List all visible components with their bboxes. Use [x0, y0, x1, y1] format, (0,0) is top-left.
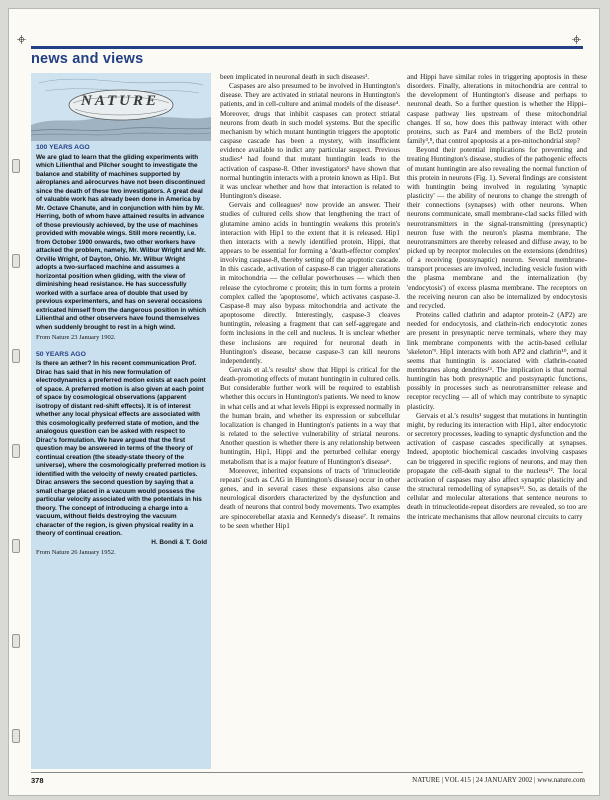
binder-hole — [12, 539, 20, 553]
paragraph: Beyond their potential implications for preventing and treating Huntington's disease, studies of the pathogenic effects of mutant huntingtin are also revealing the normal function of this protein in neurons (Fig. 1). Several findings are consistent with huntingtin being involved in regulating 'synaptic plasticity' — the ability of neurons to change the strength of their connections (synapses) with other neurons. When neurons communicate, small membrane-clad sacks filled with neurotransmitters in the signal-transmitting (presynaptic) neuron fuse with the neuron's plasma membrane. The neurotransmitters are thereby released and diffuse away, to be picked up by receptor molecules on the extensions (dendrites) of a receiving (postsynaptic) neuron. Several membrane-transport processes are involved, including vesicle fusion with the plasma membrane and the internalization (by 'endocytosis') of excess plasma membrane. The receptors on the receiving neuron can also be internalized by endocytosis and recycled. — [407, 146, 587, 310]
paragraph: Proteins called clathrin and adaptor protein-2 (AP2) are needed for endocytosis, and clathrin-rich endocytotic zones are present in presynaptic nerve terminals, where they may link membrane components with the actin-based cellular 'skeleton'⁹. Hip1 interacts with both AP2 and clathrin¹⁰, and it seems that huntingtin is associated with clathrin-coated membranes along dendrites¹¹. The implication is that normal huntingtin has both presynaptic and postsynaptic functions, possibly in processes such as neurotransmitter release and receptor recycling — all of which may contribute to synaptic plasticity. — [407, 311, 587, 411]
sidebar-citation-100-years: From Nature 23 January 1902. — [36, 334, 116, 341]
crop-mark-icon — [572, 35, 581, 44]
page-number: 378 — [31, 776, 44, 785]
sidebar-heading-100-years: 100 YEARS AGO — [36, 144, 90, 151]
article-column-2 — [220, 73, 400, 769]
binder-hole — [12, 159, 20, 173]
section-rule — [31, 46, 583, 49]
nature-masthead-engraving — [31, 73, 211, 141]
sidebar-signatories: H. Bondi & T. Gold — [151, 538, 207, 546]
paragraph: Caspases are also presumed to be involved in Huntington's disease. They are activated in striatal neurons in Huntington's patients, and in cell-culture and animal models of the disease⁴. Moreover, drugs that inhibit caspases can protect striatal neurons from death in such model systems. But the specific mechanism by which mutant huntingtin triggers the apoptotic caspase cascade has been a mystery, with insufficient evidence available to indict any particular suspect. Previous studies⁴ had found that mutant huntingtin leads to the activation of caspase-8. Other investigators⁵ have shown that normal huntingtin interacts with a protein known as Hip1. But it was unclear whether and how that interaction is related to Huntington's disease. — [220, 82, 400, 201]
paragraph: been implicated in neuronal death in such diseases³. — [220, 73, 370, 81]
binder-hole — [12, 254, 20, 268]
crop-mark-icon — [17, 35, 26, 44]
paragraph: Moreover, inherited expansions of tracts of 'trinucleotide repeats' (such as CAG in Huntington's disease) occur in other genes, and in several cases these expansions also cause neurological disorders characterized by the dysfunction and death of neurons that control body movements. Two examples are spinocerebellar ataxia and Kennedy's disease⁷. It remains to be seen whether Hip1 — [220, 466, 400, 530]
paragraph: Gervais et al.'s results¹ suggest that mutations in huntingtin might, by reducing its interaction with Hip1, alter endocytotic or secretory processes, leading to synaptic dysfunction and the activation of caspase cascades specifically at synapses. Indeed, apoptotic biochemical cascades involving caspases can be triggered in specific regions of neurons, and may then propagate the cell-death signal to the nucleus¹². The local activation of caspases may also affect synaptic plasticity and the structural remodelling of synapses¹³. So, as details of the cellular and molecular alterations that sentence neurons to death in trinucleotide-repeat disorders are revealed, so too are the intricate mechanisms that allow neuronal circuits to carry — [407, 411, 587, 521]
paragraph: Gervais and colleagues¹ now provide an answer. Their studies of cultured cells show that lengthening the tract of glutamine amino acids in huntingtin weakens this protein's interaction with Hip1 to the extent that it is released. Hip1 then interacts with a newly identified protein, Hippi, that appears to be essential for forming a 'death-effector complex' involving caspase-8, thereby setting off the apoptotic cascade. In this cascade, activation of caspase-8 can trigger alterations in mitochondria — the cellular powerhouses — which then release the cytochrome c protein; this in turn forms a protein complex called the 'apoptosome', which activates caspase-3. Caspase-8 may also bypass mitochondria and activate the apoptosome directly. Interestingly, caspase-3 cleaves huntingtin, releasing a fragment that can self-aggregate and form inclusions in the cell and nucleus. It is unclear whether these inclusions are required for neuronal death in Huntington's disease, because caspase-3 can kill neurons independently. — [220, 201, 400, 365]
footer-rule — [31, 772, 583, 773]
sidebar-heading-50-years: 50 YEARS AGO — [36, 350, 86, 358]
section-title: news and views — [31, 51, 144, 67]
paragraph: and Hippi have similar roles in triggering apoptosis in these disorders. Finally, alterations in mitochondria are central to the development of Huntington's disease and perhaps to neuronal death. So a further question is whether the Hippi–caspase pathway lies upstream of these mitochondrial changes. If so, how does this pathway interact with other proteins, such as Par4 and members of the Bcl2 protein family³,⁸, that control apoptosis at a pre-mitochondrial step? — [407, 73, 587, 146]
journal-citation-line: NATURE | VOL 415 | 24 JANUARY 2002 | www.nature.com — [412, 776, 585, 784]
article-column-3 — [407, 73, 587, 769]
binder-hole — [12, 634, 20, 648]
binder-holes — [9, 9, 23, 795]
anniversary-sidebar — [31, 73, 211, 769]
binder-hole — [12, 349, 20, 363]
sidebar-citation-50-years: From Nature 26 January 1952. — [36, 549, 116, 556]
journal-page — [8, 8, 600, 796]
binder-hole — [12, 729, 20, 743]
binder-hole — [12, 444, 20, 458]
sidebar-signature-row — [36, 539, 207, 548]
paragraph: Gervais et al.'s results¹ show that Hippi is critical for the death-promoting effects of mutant huntingtin in cultured cells. But considerable further work will be required to establish whether this occurs in Huntington's patients. We need to know in what cells and at what levels Hippi is expressed normally in the human brain, and whether its expression or subcellular localization is changed in Huntington's patients in a way that is related to the selective vulnerability of striatal neurons. Another question is whether there is any relationship between huntingtin, Hip1, Hippi and the perturbed cellular energy metabolism that is a major feature of Huntington's disease⁶. — [220, 366, 400, 466]
sidebar-text-100-years: We are glad to learn that the gliding experiments with which Lilienthal and Pilcher sought to investigate the balance and stability of machines supported by aëroplanes and aërocurves have not been discontinued since the death of these two investigators. A great deal of valuable work has already been done in America by Mr. Octave Chanute, and in conjunction with him by Mr. Herring, both of whom have attained results in advance of those previously achieved, by the use of machines provided with movable wings. Still more recently, i.e. from October 1900 onwards, two other workers have attacked the problem, namely, Mr. Wilbur Wright and Mr. Orville Wright, of Dayton, Ohio. Mr. Wilbur Wright adopts a two-surfaced machine and assumes a horizontal position when gliding, with the view of diminishing head resistance. He has successfully worked with a surface area of double that used by previous experimenters, and has on several occasions extricated himself from the dangerous position in which Lilienthal and other observers have found themselves when suddenly brought to rest in a high wind. — [36, 153, 207, 331]
masthead-wordmark: NATURE — [80, 93, 159, 109]
sidebar-text-50-years: Is there an æther? In his recent communication Prof. Dirac has said that in his new formulation of electrodynamics a preferred motion exists at each point of space. A preferred motion is also given at each point of space by cosmological observations (apparent isotropy of distant red-shift effects). It is of interest whether any local physical effects are associated with this cosmologically preferred state of motion, and the analogous question can be asked with respect to Dirac's formulation. We have argued that the first question may be answered in terms of the theory of continual creation (the steady-state theory of the universe), where the cosmologically preferred motion is identified with the velocity of newly created particles. Dirac answers the second question by saying that a small charge placed in a vacuum would possess the particular velocity associated with the potentials in his theory. The concept of introducing a charge into a vacuum, without fields destroying the vacuum character of the region, is given physical reality in a theory of continual creation. — [36, 360, 206, 537]
sidebar-body — [36, 144, 207, 566]
